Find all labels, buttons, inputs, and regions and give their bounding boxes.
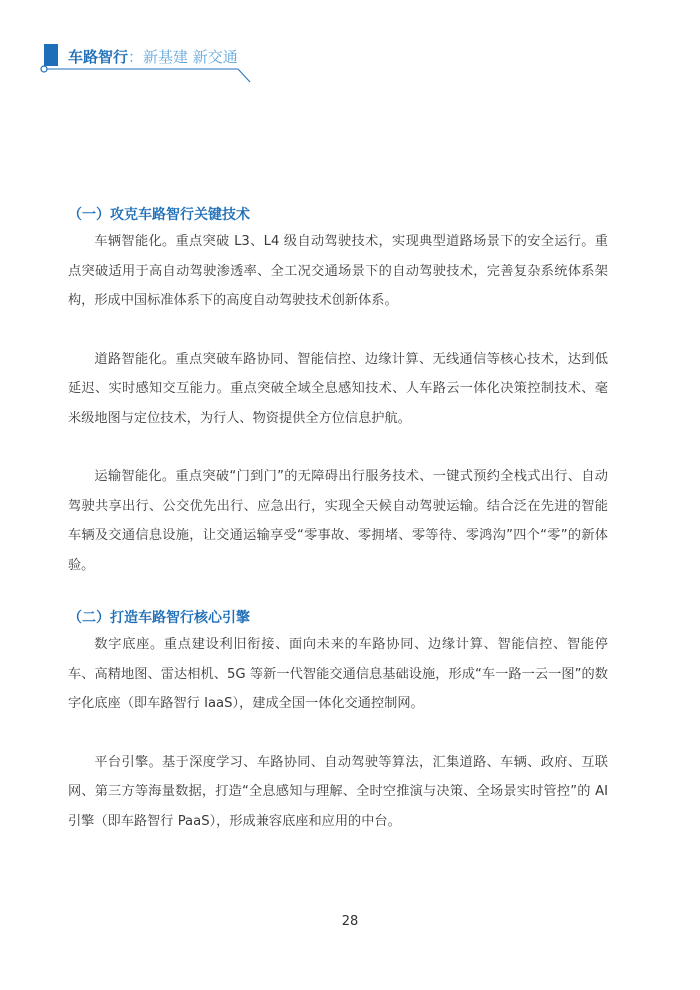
- header-separator: ：: [128, 48, 144, 66]
- header-title: [68, 46, 238, 67]
- page-content: [68, 203, 608, 836]
- header-subtitle: 新基建 新交通: [143, 48, 238, 66]
- header-brand: 车路智行: [68, 48, 129, 66]
- page-header: [40, 38, 270, 88]
- paragraph: 运输智能化。重点突破“门到门”的无障碍出行服务技术、一键式预约全栈式出行、自动驾驶共享出行、公交优先出行、应急出行，实现全天候自动驾驶运输。结合泛在先进的智能车辆及交通信息设施，让交通运输享受“零事故、零拥堵、零等待、零鸿沟”四个“零”的新体验。: [68, 469, 608, 573]
- paragraph: 平台引擎。基于深度学习、车路协同、自动驾驶等算法，汇集道路、车辆、政府、互联网、第三方等海量数据，打造“全息感知与理解、全时空推演与决策、全场景实时管控”的 AI 引擎（即车路智行 PaaS），形成兼容底座和应用的中台。: [68, 754, 608, 829]
- header-accent-block: [44, 44, 58, 66]
- page-number: 28: [341, 914, 359, 929]
- paragraph: 数字底座。重点建设利旧衔接、面向未来的车路协同、边缘计算、智能信控、智能停车、高精地图、雷达相机、5G 等新一代智能交通信息基础设施，形成“车一路一云一图”的数字化底座（即车路智行 IaaS），建成全国一体化交通控制网。: [68, 637, 608, 711]
- section-title: （一）攻克车路智行关键技术: [68, 207, 250, 223]
- paragraph: 车辆智能化。重点突破 L3、L4 级自动驾驶技术，实现典型道路场景下的安全运行。重点突破适用于高自动驾驶渗透率、全工况交通场景下的自动驾驶技术，完善复杂系统体系架构，形成中国标准体系下的高度自动驾驶技术创新体系。: [68, 234, 608, 308]
- section-title: （二）打造车路智行核心引擎: [68, 610, 250, 626]
- paragraph: 道路智能化。重点突破车路协同、智能信控、边缘计算、无线通信等核心技术，达到低延迟、实时感知交互能力。重点突破全域全息感知技术、人车路云一体化决策控制技术、毫米级地图与定位技术，为行人、物资提供全方位信息护航。: [68, 351, 608, 426]
